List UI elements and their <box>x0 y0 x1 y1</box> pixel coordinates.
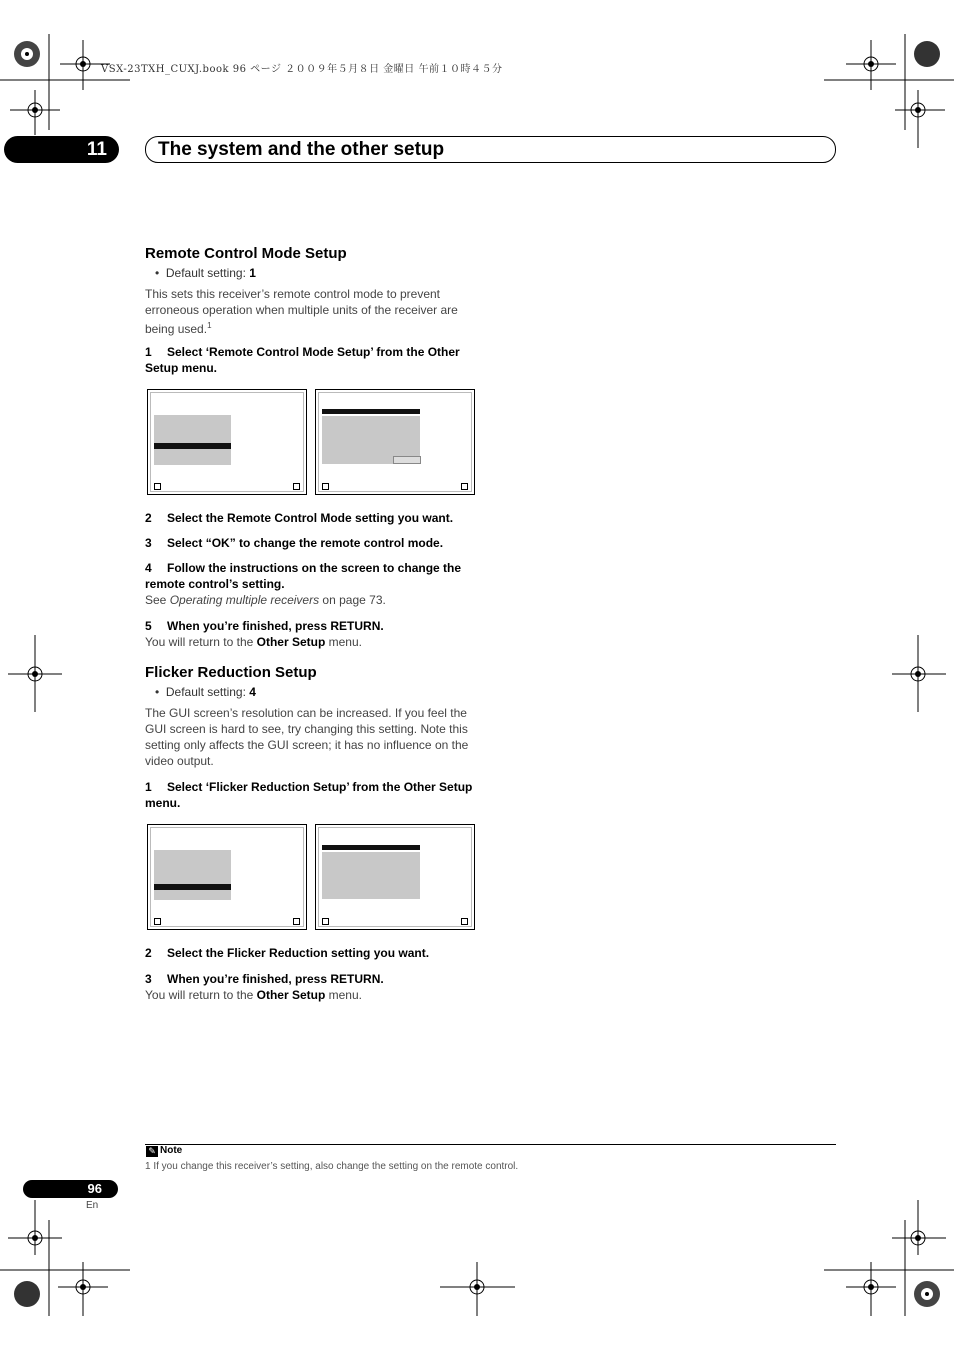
nav-icon <box>461 483 468 490</box>
step-text: When you’re finished, press RETURN. <box>167 619 384 633</box>
default-setting-remote: • Default setting: 1 <box>155 266 256 280</box>
step-num: 4 <box>145 561 152 575</box>
step-num: 3 <box>145 536 152 550</box>
nav-icon <box>322 483 329 490</box>
step-num: 5 <box>145 619 152 633</box>
print-header: VSX-23TXH_CUXJ.book 96 ページ ２００９年５月８日 金曜日 午前１０時４５分 <box>101 64 503 75</box>
step-num: 1 <box>145 780 152 794</box>
step-remote-5 <box>145 618 485 650</box>
step-remote-3 <box>145 535 485 551</box>
note-label: Note <box>160 1145 183 1156</box>
step-remote-1 <box>145 344 485 376</box>
section-title-remote-control: Remote Control Mode Setup <box>145 245 347 262</box>
osd-screen-left-1 <box>147 389 307 495</box>
sub-italic: Operating multiple receivers <box>169 593 320 607</box>
step-remote-4 <box>145 560 485 608</box>
step-text: Select ‘Remote Control Mode Setup’ from the Other Setup menu. <box>145 345 460 375</box>
step-remote-2 <box>145 510 485 526</box>
step-flicker-1 <box>145 779 485 811</box>
menu-list <box>154 415 231 465</box>
step-text: Select the Flicker Reduction setting you want. <box>167 946 430 960</box>
intro-text: This sets this receiver’s remote control mode to prevent erroneous operation when multiple units of the receiver are being used. <box>145 287 458 336</box>
step-sub <box>145 635 362 649</box>
intro-flicker: The GUI screen’s resolution can be increased. If you feel the GUI screen is hard to see, try changing this setting. Note this setting only affects the GUI screen; it has no influence on the video output. <box>145 706 469 768</box>
step-num: 1 <box>145 345 152 359</box>
setting-panel <box>322 416 420 464</box>
menu-list <box>154 850 231 900</box>
chapter-title: The system and the other setup <box>145 136 836 163</box>
menu-highlight <box>154 884 231 890</box>
sub-prefix: You will return to the <box>145 635 257 649</box>
setting-bar <box>322 409 420 414</box>
default-value: 1 <box>249 266 256 280</box>
page-language: En <box>86 1200 99 1211</box>
nav-icon <box>293 918 300 925</box>
osd-screen-right-2 <box>315 824 475 930</box>
step-sub <box>145 593 386 607</box>
chapter-number: 11 <box>4 136 119 163</box>
sub-suffix: menu. <box>325 635 362 649</box>
default-setting-flicker: • Default setting: 4 <box>155 685 256 699</box>
step-text: Select the Remote Control Mode setting you want. <box>167 511 454 525</box>
step-flicker-2 <box>145 945 485 961</box>
footnote-text: 1 If you change this receiver’s setting, also change the setting on the remote control. <box>145 1161 519 1172</box>
default-label: Default setting: <box>165 266 250 280</box>
step-num: 2 <box>145 946 152 960</box>
step-text: Follow the instructions on the screen to change the remote control’s setting. <box>145 561 462 591</box>
sub-bold: Other Setup <box>256 635 326 649</box>
footnote-rule <box>145 1144 836 1145</box>
step-num: 3 <box>145 972 152 986</box>
step-text: When you’re finished, press RETURN. <box>167 972 384 986</box>
nav-icon <box>154 918 161 925</box>
osd-screen-right-1 <box>315 389 475 495</box>
sub-bold: Other Setup <box>256 988 326 1002</box>
nav-icon <box>461 918 468 925</box>
sub-suffix: on page 73. <box>319 593 386 607</box>
section-title-flicker: Flicker Reduction Setup <box>145 664 317 681</box>
sub-prefix: See <box>145 593 170 607</box>
pencil-icon: ✎ <box>146 1146 158 1157</box>
intro-remote <box>145 286 485 337</box>
osd-screen-left-2 <box>147 824 307 930</box>
nav-icon <box>293 483 300 490</box>
nav-icon <box>154 483 161 490</box>
step-text: Select ‘Flicker Reduction Setup’ from the Other Setup menu. <box>145 780 473 810</box>
sub-prefix: You will return to the <box>145 988 257 1002</box>
step-sub <box>145 988 362 1002</box>
step-flicker-3 <box>145 971 485 1003</box>
footnote-ref: 1 <box>207 321 212 330</box>
nav-icon <box>322 918 329 925</box>
page-number: 96 <box>23 1180 118 1198</box>
ok-button-shape <box>393 456 421 464</box>
menu-highlight <box>154 443 231 449</box>
default-label: Default setting: <box>165 685 250 699</box>
sub-suffix: menu. <box>325 988 362 1002</box>
default-value: 4 <box>249 685 256 699</box>
step-num: 2 <box>145 511 152 525</box>
setting-panel <box>322 852 420 899</box>
setting-bar <box>322 845 420 850</box>
step-text: Select “OK” to change the remote control mode. <box>167 536 444 550</box>
